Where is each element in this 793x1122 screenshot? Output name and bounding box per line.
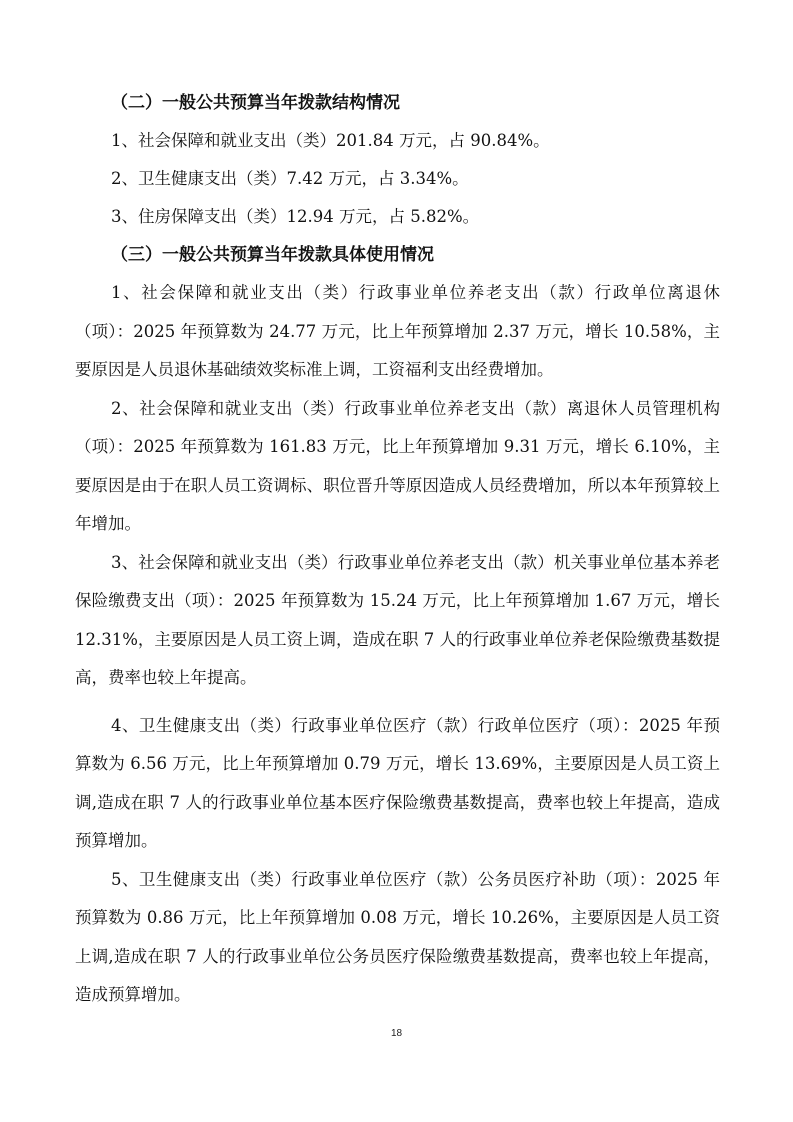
structure-item-social-security: 1、社会保障和就业支出（类）201.84 万元，占 90.84%。 (111, 131, 550, 150)
section-heading-appropriation-structure: （二）一般公共预算当年拨款结构情况 (111, 93, 400, 113)
structure-item-health: 2、卫生健康支出（类）7.42 万元，占 3.34%。 (111, 169, 469, 188)
page-content (75, 84, 720, 1015)
page-number: 18 (390, 1028, 403, 1039)
section-heading-appropriation-usage: （三）一般公共预算当年拨款具体使用情况 (111, 245, 434, 265)
usage-paragraph-retiree-management: 2、社会保障和就业支出（类）行政事业单位养老支出（款）离退休人员管理机构（项）：2025 年预算数为 161.83 万元，比上年预算增加 9.31 万元，增长 6.10%，主要原因是由于在职人员工资调标、职位晋升等原因造成人员经费增加，所以本年预算较上年增加。 (75, 398, 720, 533)
usage-paragraph-administrative-medical: 4、卫生健康支出（类）行政事业单位医疗（款）行政单位医疗（项）：2025 年预算数为 6.56 万元，比上年预算增加 0.79 万元，增长 13.69%，主要原因是人员工资上调,造成在职 7 人的行政事业单位基本医疗保险缴费基数提高，费率也较上年提高，造成预算增加。 (75, 715, 720, 850)
usage-paragraph-civil-servant-medical: 5、卫生健康支出（类）行政事业单位医疗（款）公务员医疗补助（项）：2025 年预算数为 0.86 万元，比上年预算增加 0.08 万元，增长 10.26%，主要原因是人员工资上调,造成在职 7 人的行政事业单位公务员医疗保险缴费基数提高，费率也较上年提高，造成预算增加。 (75, 869, 720, 1004)
structure-item-housing: 3、住房保障支出（类）12.94 万元，占 5.82%。 (111, 207, 480, 226)
usage-paragraph-pension-insurance: 3、社会保障和就业支出（类）行政事业单位养老支出（款）机关事业单位基本养老保险缴费支出（项）：2025 年预算数为 15.24 万元，比上年预算增加 1.67 万元，增长 12.31%，主要原因是人员工资上调，造成在职 7 人的行政事业单位养老保险缴费基数提高，费率也较上年提高。 (75, 552, 720, 687)
usage-paragraph-retirement: 1、社会保障和就业支出（类）行政事业单位养老支出（款）行政单位离退休（项）：2025 年预算数为 24.77 万元，比上年预算增加 2.37 万元，增长 10.58%，主要原因是人员退休基础绩效奖标准上调，工资福利支出经费增加。 (75, 283, 720, 379)
